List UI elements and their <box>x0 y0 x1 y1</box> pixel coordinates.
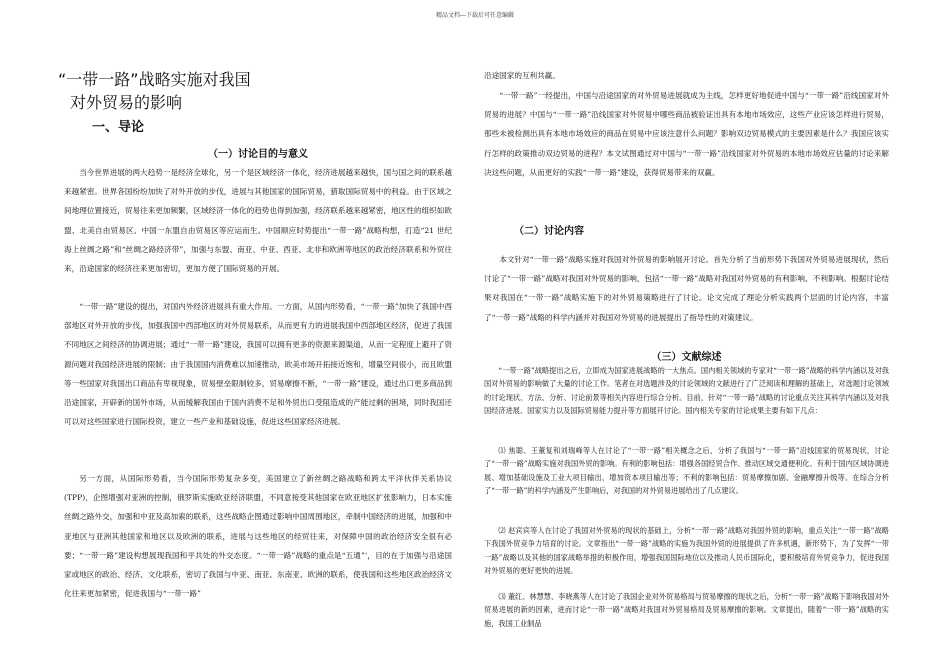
paragraph-1: 当今世界进展的两大趋势一是经济全球化，另一个是区域经济一体化，经济进展越来越快，国与国之间的联系越来越紧密。世界各国纷纷加快了对外开放的步伐，进展与其他国家的国际贸易，猎取国际贸易中的利益。由于区域之间地理位置接近，贸易往来更加频繁，区域经济一体化的趋势也得到加强，经济联系越来越紧密，地区性的组织如欧盟、北美自由贸易区、中国一东盟自由贸易区等应运而生。中国顺应时势提出“一带一路”战略构想，打造“21 世纪海上丝绸之路”和“丝绸之路经济带”，加强与东盟、南亚、中亚、西亚、北非和欧洲等地区的政治经济联系和外贸往来，沿途国家的经济往来更加密切，更加方便了国际贸易的开展。 <box>64 168 452 274</box>
paragraph-2: “一带一路”建设的提出，对国内外经济进展具有重大作用。一方面，从国内形势看，“一带一路”加快了我国中西部地区对外开放的步伐，加强我国中西部地区的对外贸易联系，从而更有力的进展我国中西部地区经济，促进了我国不同地区之间经济的协调进展；通过“一带一路”建设，我国可以拥有更多的资源来源渠道，从而一定程度上避开了资源问题对我国经济进展的限制；由于我国国内消费难以加速推动，欧美市场开拓接近饱和，增量空间很小，而且欧盟等一些国家对我国出口商品有卑视现象，贸易壁垒限制较多，贸易摩擦不断，“一带一路”建设，通过出口更多商品到沿途国家，开辟新的国外市场，从而缓解我国由于国内消费不足和外贸出口受阻造成的产能过剩的困境，同时我国还可以对这些国家进行国际投资，建立一些产业和基础设施，促进这些国家经济进展。 <box>64 302 452 427</box>
paragraph-5: 本文针对“一带一路”战略实施对我国对外贸易的影响展开讨论。首先分析了当前形势下我国对外贸易进展现状，然后讨论了“一带一路”战略对我国对外贸易的影响，包括“一带一路”战略对我国对外贸易的有利影响、不利影响。根据讨论结果对我国在“一带一路”战略实施下的对外贸易策略进行了讨论。论文完成了理论分析实践两个层面的讨论内容，丰富了“一带一路”战略的科学内涵并对我国对外贸易的进展提出了指导性的对策建议。 <box>484 255 889 322</box>
title-line-1: “一带一路”战略实施对我国 <box>58 70 251 89</box>
paragraph-continued: 沿途国家的互利共赢。 <box>484 71 560 80</box>
paragraph-8: ⑵ 赵宾宾等人在讨论了我国对外贸易的现状的基础上，分析“一带一路”战略对我国外贸的影响，重点关注“一带一路”战略下我国外贸竞争力培育的讨论。文章指出“一带一路”战略的实施为我国外贸的进展提供了许多机遇，新形势下，为了发挥“一带一路”战略以及其他的国家战略举措的积极作用，增强我国国际地位以及推动人民币国际化，要积极培育外贸竞争力，促进我国对外贸易的更好更快的进展。 <box>484 526 889 576</box>
paragraph-9: ⑶ 董红、林慧慧、李晓燕等人在讨论了我国企业对外贸易格局与贸易摩擦的现状之后，分析“一带一路”战略下影响我国对外贸易进展的新的因素，进而讨论“一带一路”战略对我国对外贸易格局及贸易摩擦的影响。文章提出，随着“一带一路”战略的实施，我国工业制品 <box>484 592 889 628</box>
paragraph-3: 另一方面，从国际形势看，当今国际形势复杂多变，美国建立了新丝绸之路战略和跨太平洋伙伴关系协议(TPP)，企图增强对亚洲的控制，俄罗斯实施欧亚经济联盟，不同意接受其他国家在欧亚地区扩张影响力，日本实施丝绸之路外交，加强和中亚及高加索的联系，这些战略企图通过影响中国周围地区，牵制中国经济的进展，加强和中亚地区与亚洲其他国家和地区以及欧洲的联系，进展与这些地区的经贸往来，对保障中国的政治经济安全很有必要；“一带一路”建设构想展现我国和平共处的外交态度。“一带一路”战略的重点是“五通”‘，目的在于加强与沿途国家或地区的政治、经济、文化联系，密切了我国与中亚、南亚、东南亚、欧洲的联系，使我国和这些地区政治经济文化往来更加紧密，促进我国与“一带一路” <box>64 474 452 599</box>
paragraph-6: “一带一路”战略提出之后，立即成为国家进展战略的一大焦点。国内相关领域的专家对“一带一路”战略的科学内涵以及对我国对外贸易的影响做了大量的讨论工作。笔者在对选题涉及的讨论领域的文献进行了广泛阅读和理解的基础上，对选题讨论领域的讨论现状、方法、分析、讨论前景等相关内容进行综合分析。目前，针对“一带一路”战略的讨论重点关注其科学内涵以及对我国经济进展、国家实力以及国际贸易能力提升等方面展开讨论。国内相关专家的讨论成果主要有如下几点： <box>484 366 889 416</box>
subsection-heading-literature: （三）文献综述 <box>651 352 722 363</box>
title-line-2: 对外贸易的影响 <box>70 93 183 112</box>
subsection-heading-content: （二）讨论内容 <box>514 226 584 237</box>
section-heading-introduction: 一、导论 <box>92 120 145 135</box>
header-note: 精品文档---下载后可任意编辑 <box>435 12 515 19</box>
subsection-heading-purpose: （一）讨论目的与意义 <box>208 149 308 160</box>
paragraph-7: ⑴ 焦聪、王董复和刘瑞峰等人在讨论了“一带一路”相关概念之后，分析了我国与“一带一路”沿线国家的贸易现状，讨论了“一带一路”战略实施对我国外贸的影响。有利的影响包括：增强各国经贸合作、推动区域交通便利化、有利于国内区域协调进展、增加基础设施及工业大项目输出、增加资本项目输出等；不利的影响包括：贸易摩擦加剧、金融摩擦升级等。在综合分析了“一带一路”的科学内涵及产生影响后，对我国的对外贸易进展给出了几点建议。 <box>484 446 889 496</box>
paragraph-4: “一带一路”一经提出，中国与沿途国家的对外贸易进展就成为主线，怎样更好地促进中国与“一带一路”沿线国家对外贸易的进展？中国与“一带一路”沿线国家对外贸易中哪些商品被验证出具有本地市场效应，这些产业应该怎样进行贸易，那些未被检测出具有本地市场效应的商品在贸易中应该注意什么问题？影响双边贸易模式的主要因素是什么？我国应该实行怎样的政策推动双边贸易的进程？本文试图通过对中国与“一带一路”沿线国家对外贸易的本地市场效应估量的讨论来解决这些问题，从而更好的实践“一带一路”建设，获得贸易带来的双赢。 <box>484 91 889 177</box>
